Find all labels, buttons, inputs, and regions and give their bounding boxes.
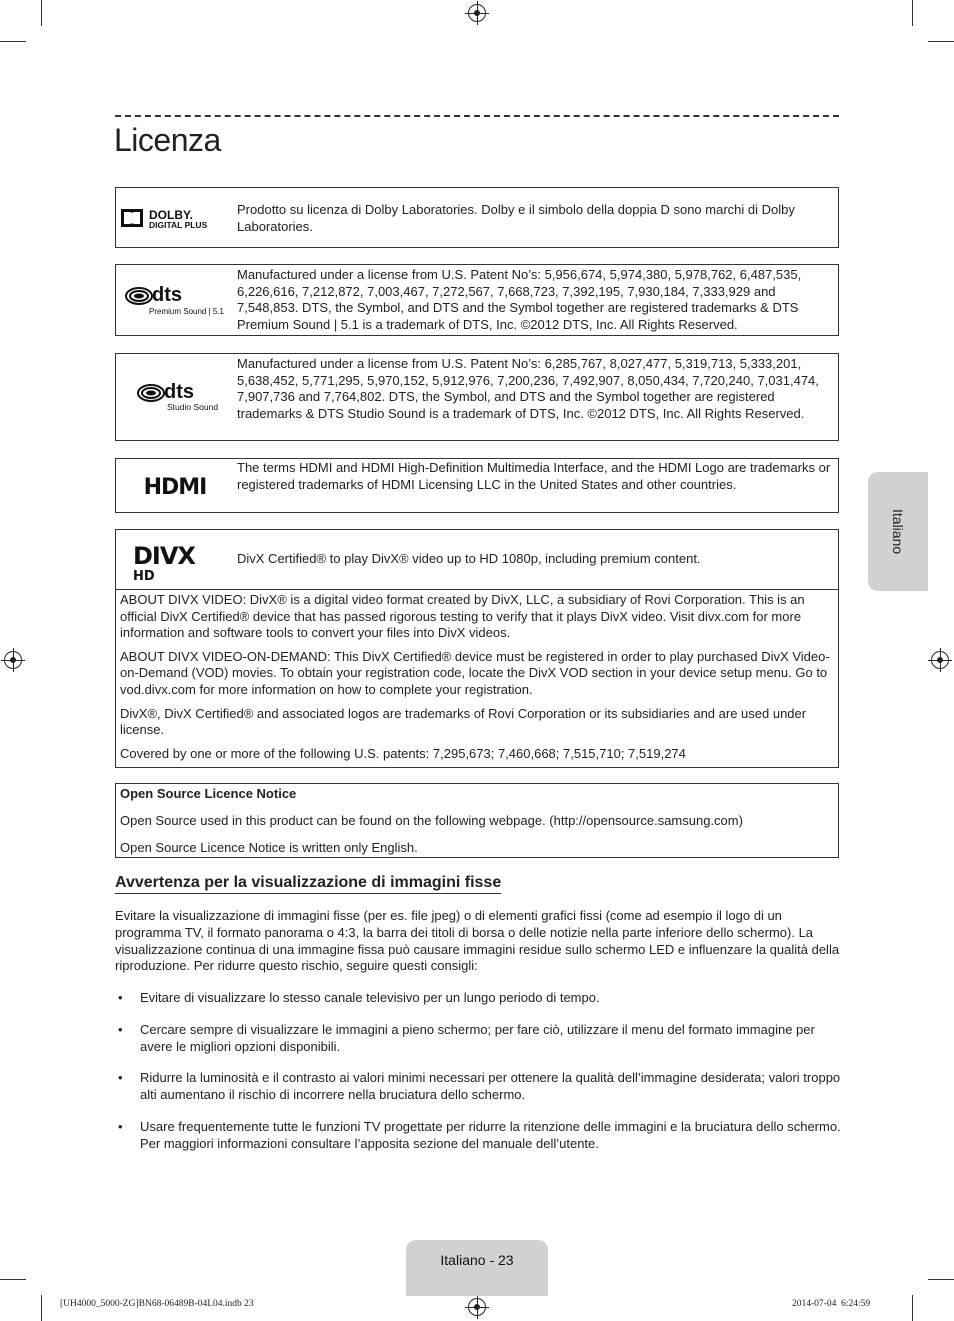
list-item-text: Ridurre la luminosità e il contrasto ai valori minimi necessari per ottenere la qualità dell’immagine desiderata; valori troppo alti aumentano il rischio di incorrere nella bruciatura dello schermo. (140, 1070, 841, 1103)
title-rule (115, 115, 839, 117)
section-heading: Avvertenza per la visualizzazione di immagini fisse (115, 874, 501, 894)
list-item-text: Usare frequentemente tutte le funzioni TV progettate per ridurre la ritenzione delle immagini e la bruciatura dello schermo. Per maggiori informazioni consultare l’apposita sezione del manuale dell’utente. (140, 1118, 841, 1151)
list-item (115, 1022, 841, 1056)
divx-header-text: DivX Certified® to play DivX® video up to HD 1080p, including premium content. (237, 551, 701, 566)
bullet-icon: • (118, 990, 123, 1005)
license-box-dolby (115, 187, 839, 248)
crop-mark (41, 1295, 42, 1321)
bullet-icon: • (118, 1070, 123, 1086)
list-item (115, 1070, 841, 1104)
crop-mark (928, 41, 954, 42)
list-item (115, 990, 841, 1007)
crop-mark (912, 0, 913, 26)
dts-logo-text: dts (152, 284, 182, 306)
language-side-tab (868, 472, 928, 591)
divx-paragraph: DivX®, DivX Certified® and associated logos are trademarks of Rovi Corporation or its subsidiaries and are used under license. (120, 705, 807, 738)
license-box-hdmi (115, 458, 839, 513)
divx-hd-logo (116, 530, 234, 589)
license-box-divx (115, 529, 839, 768)
open-source-notice-box (115, 783, 839, 858)
crop-mark (928, 1279, 954, 1280)
dts-premium-subtext: Premium Sound | 5.1 (149, 307, 225, 316)
dts-studio-sound-logo (116, 354, 234, 440)
page-number-tab (406, 1240, 548, 1296)
open-source-line: Open Source Licence Notice is written only English. (120, 840, 418, 855)
hdmi-logo-text: HDMI (143, 474, 207, 498)
list-item-text: Cercare sempre di visualizzare le immagini a pieno schermo; per fare ciò, utilizzare il menu del formato immagine per avere le migliori opzioni disponibili. (140, 1021, 815, 1054)
dolby-license-text: Prodotto su licenza di Dolby Laboratories. Dolby e il simbolo della doppia D sono marchi di Dolby Laboratories. (237, 202, 795, 234)
intro-paragraph: Evitare la visualizzazione di immagini fisse (per es. file jpeg) o di elementi grafici fissi (come ad esempio il logo di un programma TV, il formato panorama o 4:3, la barra dei titoli di borsa o delle notizie nella parte inferiore dello schermo). La visualizzazione continua di una immagine fissa può causare immagini residue sullo schermo LED e influenzare la qualità della riproduzione. Per ridurre questo rischio, seguire questi consigli: (115, 908, 840, 974)
crop-mark (0, 41, 26, 42)
dolby-logo-subtext: DIGITAL PLUS (149, 219, 208, 230)
bullet-icon: • (118, 1021, 123, 1037)
advice-list (115, 990, 841, 1153)
divx-paragraph: ABOUT DIVX VIDEO: DivX® is a digital video format created by DivX, LLC, a subsidiary of Rovi Corporation. This is an official DivX Certified® device that has passed rigorous testing to verify that it plays DivX video. Visit divx.com for more information and software tools to convert your files into DivX videos. (120, 592, 805, 641)
divx-logo-text: DIVX (133, 541, 195, 570)
print-slug-file: [UH4000_5000-ZG]BN68-06489B-04L04.indb 23 (60, 1299, 254, 1309)
dts-premium-license-text: Manufactured under a license from U.S. Patent No’s: 5,956,674, 5,974,380, 5,978,762, 6,487,535, 6,226,616, 7,212,872, 7,003,467, 7,272,567, 7,668,723, 7,392,195, 7,930,184, 7,333,929 and 7,548,853. DTS, the Symbol, and DTS and the Symbol together are registered trademarks & DTS Premium Sound | 5.1 is a trademark of DTS, Inc. ©2012 DTS, Inc. All Rights Reserved. (237, 267, 802, 332)
print-slug-timestamp: 2014-07-04 ​ 6:24:59 (792, 1299, 871, 1309)
divx-body (116, 589, 838, 769)
license-box-dts-premium (115, 264, 839, 336)
dts-premium-sound-logo (116, 265, 234, 335)
divx-logo-subtext: HD (133, 568, 155, 582)
registration-mark-icon (4, 651, 22, 669)
registration-mark-icon (468, 1298, 486, 1316)
dts-logo-text: dts (164, 381, 194, 403)
license-box-dts-studio (115, 353, 839, 441)
divx-paragraph: Covered by one or more of the following U.S. patents: 7,295,673; 7,460,668; 7,515,710; 7,519,274 (120, 745, 686, 761)
crop-mark (912, 1295, 913, 1321)
divx-paragraph: ABOUT DIVX VIDEO-ON-DEMAND: This DivX Certified® device must be registered in order to play purchased DivX Video-on-Demand (VOD) movies. To obtain your registration code, locate the DivX VOD section in your device setup menu. Go to vod.divx.com for more information on how to complete your registration. (120, 648, 830, 697)
dts-studio-subtext: Studio Sound (167, 402, 219, 412)
page-title: Licenza (114, 122, 221, 158)
page-number-label: Italiano - 23 (440, 1252, 514, 1268)
dolby-logo-text: DOLBY. (149, 207, 194, 222)
crop-mark (0, 1279, 26, 1280)
list-item (115, 1119, 841, 1153)
crop-mark (41, 0, 42, 26)
list-item-text: Evitare di visualizzare lo stesso canale televisivo per un lungo periodo di tempo. (140, 990, 600, 1005)
registration-mark-icon (931, 651, 949, 669)
language-side-tab-label: Italiano (890, 508, 906, 555)
dts-studio-license-text: Manufactured under a license from U.S. Patent No’s: 6,285,767, 8,027,477, 5,319,713, 5,333,201, 5,638,452, 5,771,295, 5,970,152, 5,912,976, 7,200,236, 7,492,907, 8,050,434, 7,720,240, 7,031,474, 7,907,736 and 7,764,802. DTS, the Symbol, and DTS and the Symbol together are registered trademarks & DTS Studio Sound is a trademark of DTS, Inc. ©2012 DTS, Inc. All Rights Reserved. (237, 356, 819, 421)
open-source-heading: Open Source Licence Notice (120, 786, 297, 801)
open-source-line: Open Source used in this product can be found on the following webpage. (http://opensource.samsung.com) (120, 813, 743, 828)
hdmi-logo (116, 459, 234, 512)
dolby-digital-plus-logo (116, 188, 234, 247)
registration-mark-icon (468, 4, 486, 22)
hdmi-license-text: The terms HDMI and HDMI High-Definition Multimedia Interface, and the HDMI Logo are trademarks or registered trademarks of HDMI Licensing LLC in the United States and other countries. (237, 460, 831, 492)
bullet-icon: • (118, 1118, 123, 1134)
